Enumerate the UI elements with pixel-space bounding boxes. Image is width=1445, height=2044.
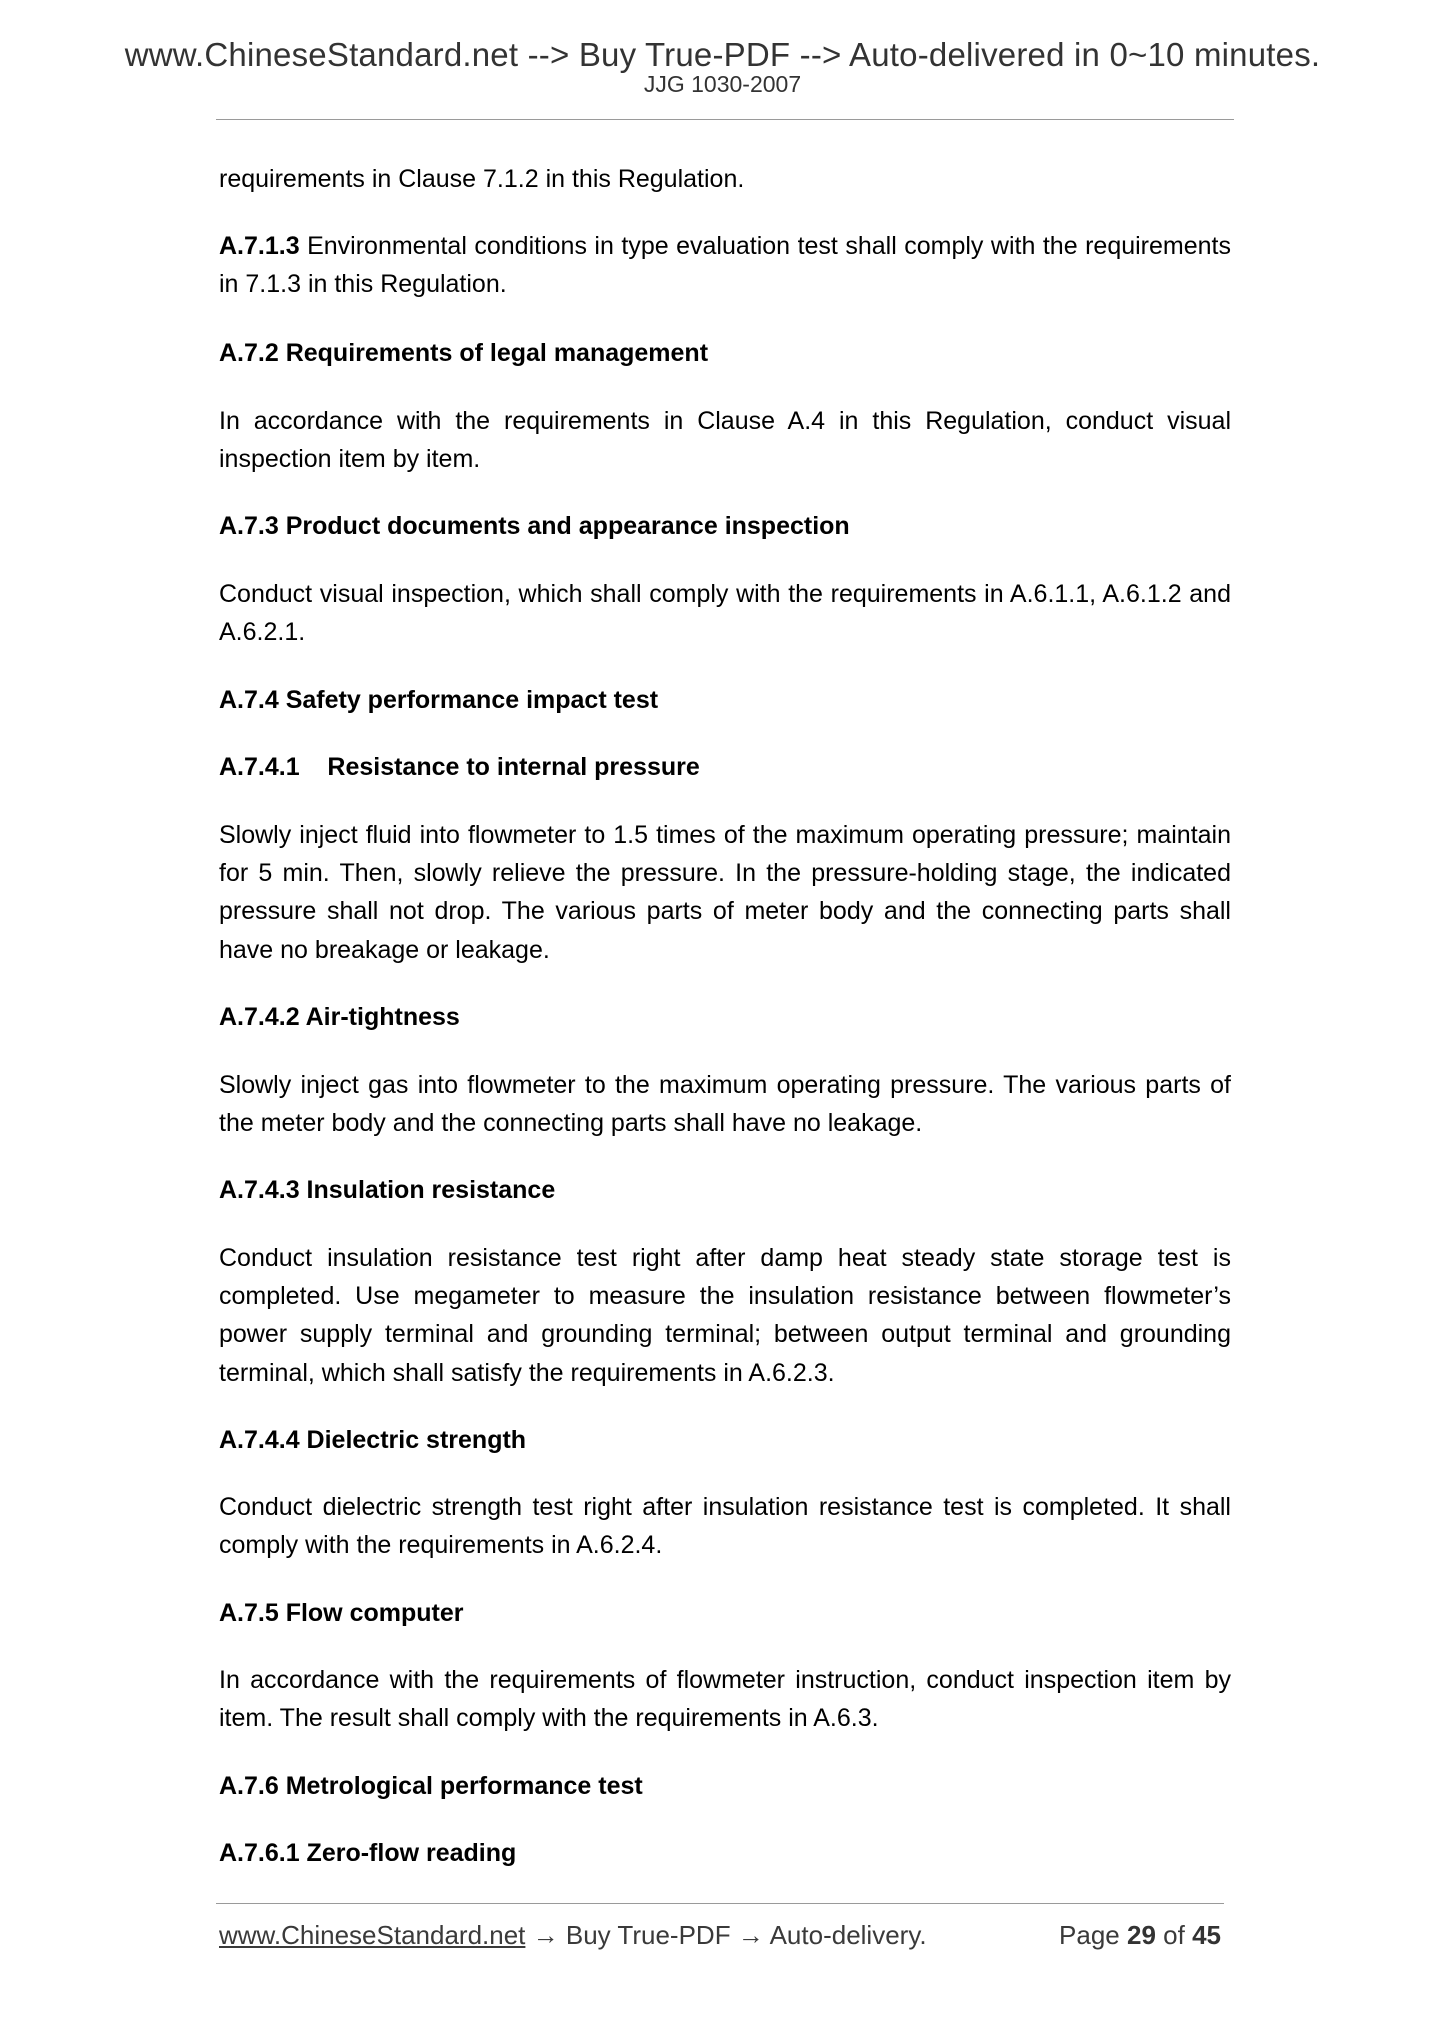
heading-a74: A.7.4 Safety performance impact test bbox=[219, 686, 659, 714]
page-total: 45 bbox=[1192, 1920, 1221, 1950]
heading-a75: A.7.5 Flow computer bbox=[219, 1599, 464, 1627]
clause-number-a713: A.7.1.3 bbox=[219, 232, 300, 260]
page-footer bbox=[219, 1917, 1231, 1953]
paragraph-a743: Conduct insulation resistance test right after damp heat steady state storage test is completed. Use megameter to measure the insulation resistance between flowmeter’s power supply terminal and grounding terminal; between output terminal and grounding terminal, which shall satisfy the requirements in A.6.2.3. bbox=[219, 1244, 1231, 1387]
paragraph-a742: Slowly inject gas into flowmeter to the maximum operating pressure. The various parts of the meter body and the connecting parts shall have no leakage. bbox=[219, 1071, 1231, 1138]
footer-divider bbox=[216, 1903, 1224, 1904]
paragraph-a75: In accordance with the requirements of flowmeter instruction, conduct inspection item by item. The result shall comply with the requirements in A.6.3. bbox=[219, 1666, 1231, 1733]
paragraph-a713 bbox=[219, 227, 1231, 303]
footer-delivery-text: Auto-delivery. bbox=[763, 1920, 927, 1950]
footer-buy-text: Buy True-PDF bbox=[558, 1920, 738, 1950]
heading-a761: A.7.6.1 Zero-flow reading bbox=[219, 1839, 517, 1867]
page-indicator bbox=[1059, 1917, 1221, 1953]
arrow-right-icon: → bbox=[737, 1920, 764, 1950]
page-number: 29 bbox=[1127, 1920, 1156, 1950]
paragraph-a72: In accordance with the requirements in Clause A.4 in this Regulation, conduct visual inspection item by item. bbox=[219, 407, 1231, 474]
heading-a741: A.7.4.1 Resistance to internal pressure bbox=[219, 753, 700, 781]
heading-a76: A.7.6 Metrological performance test bbox=[219, 1772, 643, 1800]
paragraph-a741: Slowly inject fluid into flowmeter to 1.5 times of the maximum operating pressure; maintain for 5 min. Then, slowly relieve the pressure. In the pressure-holding stage, the indicated pressure shall not drop. The various parts of meter body and the connecting parts shall have no breakage or leakage. bbox=[219, 821, 1231, 964]
paragraph-a744: Conduct dielectric strength test right after insulation resistance test is completed. It shall comply with the requirements in A.6.2.4. bbox=[219, 1493, 1231, 1560]
heading-a72: A.7.2 Requirements of legal management bbox=[219, 339, 709, 367]
heading-a73: A.7.3 Product documents and appearance inspection bbox=[219, 512, 850, 540]
heading-a744: A.7.4.4 Dielectric strength bbox=[219, 1426, 527, 1454]
page-of-label: of bbox=[1163, 1920, 1185, 1950]
heading-a742: A.7.4.2 Air-tightness bbox=[219, 1003, 460, 1031]
paragraph-a73: Conduct visual inspection, which shall comply with the requirements in A.6.1.1, A.6.1.2 and A.6.2.1. bbox=[219, 580, 1231, 647]
arrow-right-icon: → bbox=[532, 1920, 559, 1950]
page-label: Page bbox=[1059, 1920, 1120, 1950]
footer-site-link[interactable]: www.ChineseStandard.net bbox=[219, 1920, 526, 1950]
header-divider bbox=[216, 119, 1234, 120]
header-banner: www.ChineseStandard.net --> Buy True-PDF --> Auto-delivered in 0~10 minutes. bbox=[124, 36, 1321, 73]
clause-text-a713: Environmental conditions in type evaluation test shall comply with the requirements in 7.1.3 in this Regulation. bbox=[219, 232, 1231, 299]
heading-a743: A.7.4.3 Insulation resistance bbox=[219, 1176, 556, 1204]
paragraph-continuation: requirements in Clause 7.1.2 in this Regulation. bbox=[219, 165, 745, 193]
standard-code: JJG 1030-2007 bbox=[643, 71, 802, 97]
